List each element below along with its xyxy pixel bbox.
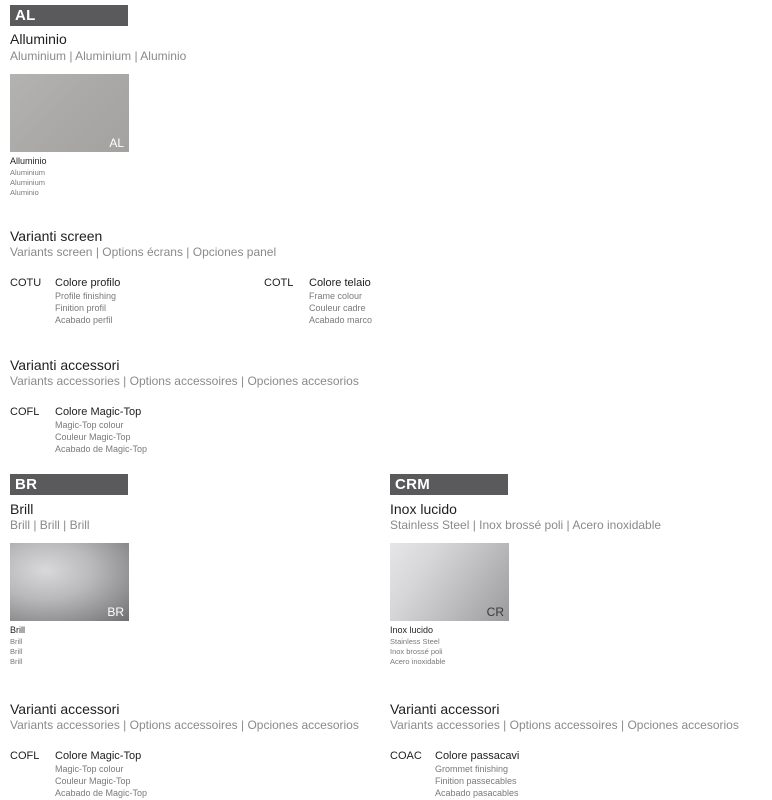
swatch-code-al: AL	[109, 136, 124, 150]
section-title-screen-variants: Varianti screen	[10, 228, 103, 244]
finish-code-bar-al: AL	[10, 5, 128, 26]
finish-title-br: Brill	[10, 501, 34, 517]
variant-name: Colore Magic-Top	[55, 750, 142, 762]
variant-code: COFL	[10, 406, 40, 418]
caption-name-crm: Inox lucido	[390, 625, 434, 635]
variant-translation: Magic-Top colour	[55, 764, 124, 774]
variant-translation: Profile finishing	[55, 291, 117, 301]
caption-line: Stainless Steel	[390, 637, 440, 646]
caption-line: Aluminium	[10, 168, 46, 177]
swatch-brill	[10, 543, 129, 621]
caption-name-al: Alluminio	[10, 156, 47, 166]
variant-translation: Acabado de Magic-Top	[55, 444, 148, 454]
finish-subtitle-al: Aluminium | Aluminium | Aluminio	[10, 49, 187, 63]
swatch-aluminium	[10, 74, 129, 152]
variant-name: Colore profilo	[55, 277, 121, 289]
finish-subtitle-crm: Stainless Steel | Inox brossé poli | Acero inoxidable	[390, 518, 662, 532]
finish-title-crm: Inox lucido	[390, 501, 457, 517]
caption-line: Brill	[10, 637, 23, 646]
variant-translation: Couleur Magic-Top	[55, 432, 131, 442]
variant-translation: Magic-Top colour	[55, 420, 124, 430]
variant-name: Colore Magic-Top	[55, 406, 142, 418]
caption-line: Acero inoxidable	[390, 657, 446, 666]
section-subtitle-br-accessories: Variants accessories | Options accessoires | Opciones accesorios	[10, 718, 359, 732]
caption-line: Inox brossé poli	[390, 647, 443, 656]
caption-line: Aluminium	[10, 178, 46, 187]
variant-translation: Grommet finishing	[435, 764, 509, 774]
variant-translation: Acabado de Magic-Top	[55, 788, 148, 798]
variant-translation: Frame colour	[309, 291, 363, 301]
variant-translation: Couleur cadre	[309, 303, 366, 313]
variant-code: COFL	[10, 750, 40, 762]
caption-line: Aluminio	[10, 188, 39, 197]
swatch-code-br: BR	[107, 605, 124, 619]
section-title-crm-accessories: Varianti accessori	[390, 701, 500, 717]
finish-code-bar-crm: CRM	[390, 474, 508, 495]
section-subtitle-accessory-variants: Variants accessories | Options accessoires | Opciones accesorios	[10, 374, 359, 388]
variant-translation: Couleur Magic-Top	[55, 776, 131, 786]
variant-name: Colore telaio	[309, 277, 371, 289]
section-title-br-accessories: Varianti accessori	[10, 701, 120, 717]
finish-subtitle-br: Brill | Brill | Brill	[10, 518, 90, 532]
variant-code: COTL	[264, 277, 294, 289]
finish-code-bar-br: BR	[10, 474, 128, 495]
variant-code: COAC	[390, 750, 422, 762]
variant-code: COTU	[10, 277, 42, 289]
variant-translation: Acabado perfil	[55, 315, 113, 325]
variant-name: Colore passacavi	[435, 750, 520, 762]
section-subtitle-screen-variants: Variants screen | Options écrans | Opciones panel	[10, 245, 277, 259]
finish-title-al: Alluminio	[10, 31, 67, 47]
variant-translation: Acabado marco	[309, 315, 373, 325]
variant-translation: Acabado pasacables	[435, 788, 519, 798]
caption-line: Brill	[10, 647, 23, 656]
variant-translation: Finition passecables	[435, 776, 517, 786]
section-title-accessory-variants: Varianti accessori	[10, 357, 120, 373]
variant-translation: Finition profil	[55, 303, 107, 313]
swatch-code-cr: CR	[486, 605, 504, 619]
caption-name-br: Brill	[10, 625, 25, 635]
swatch-inox-lucido	[390, 543, 509, 621]
caption-line: Brill	[10, 657, 23, 666]
section-subtitle-crm-accessories: Variants accessories | Options accessoires | Opciones accesorios	[390, 718, 739, 732]
